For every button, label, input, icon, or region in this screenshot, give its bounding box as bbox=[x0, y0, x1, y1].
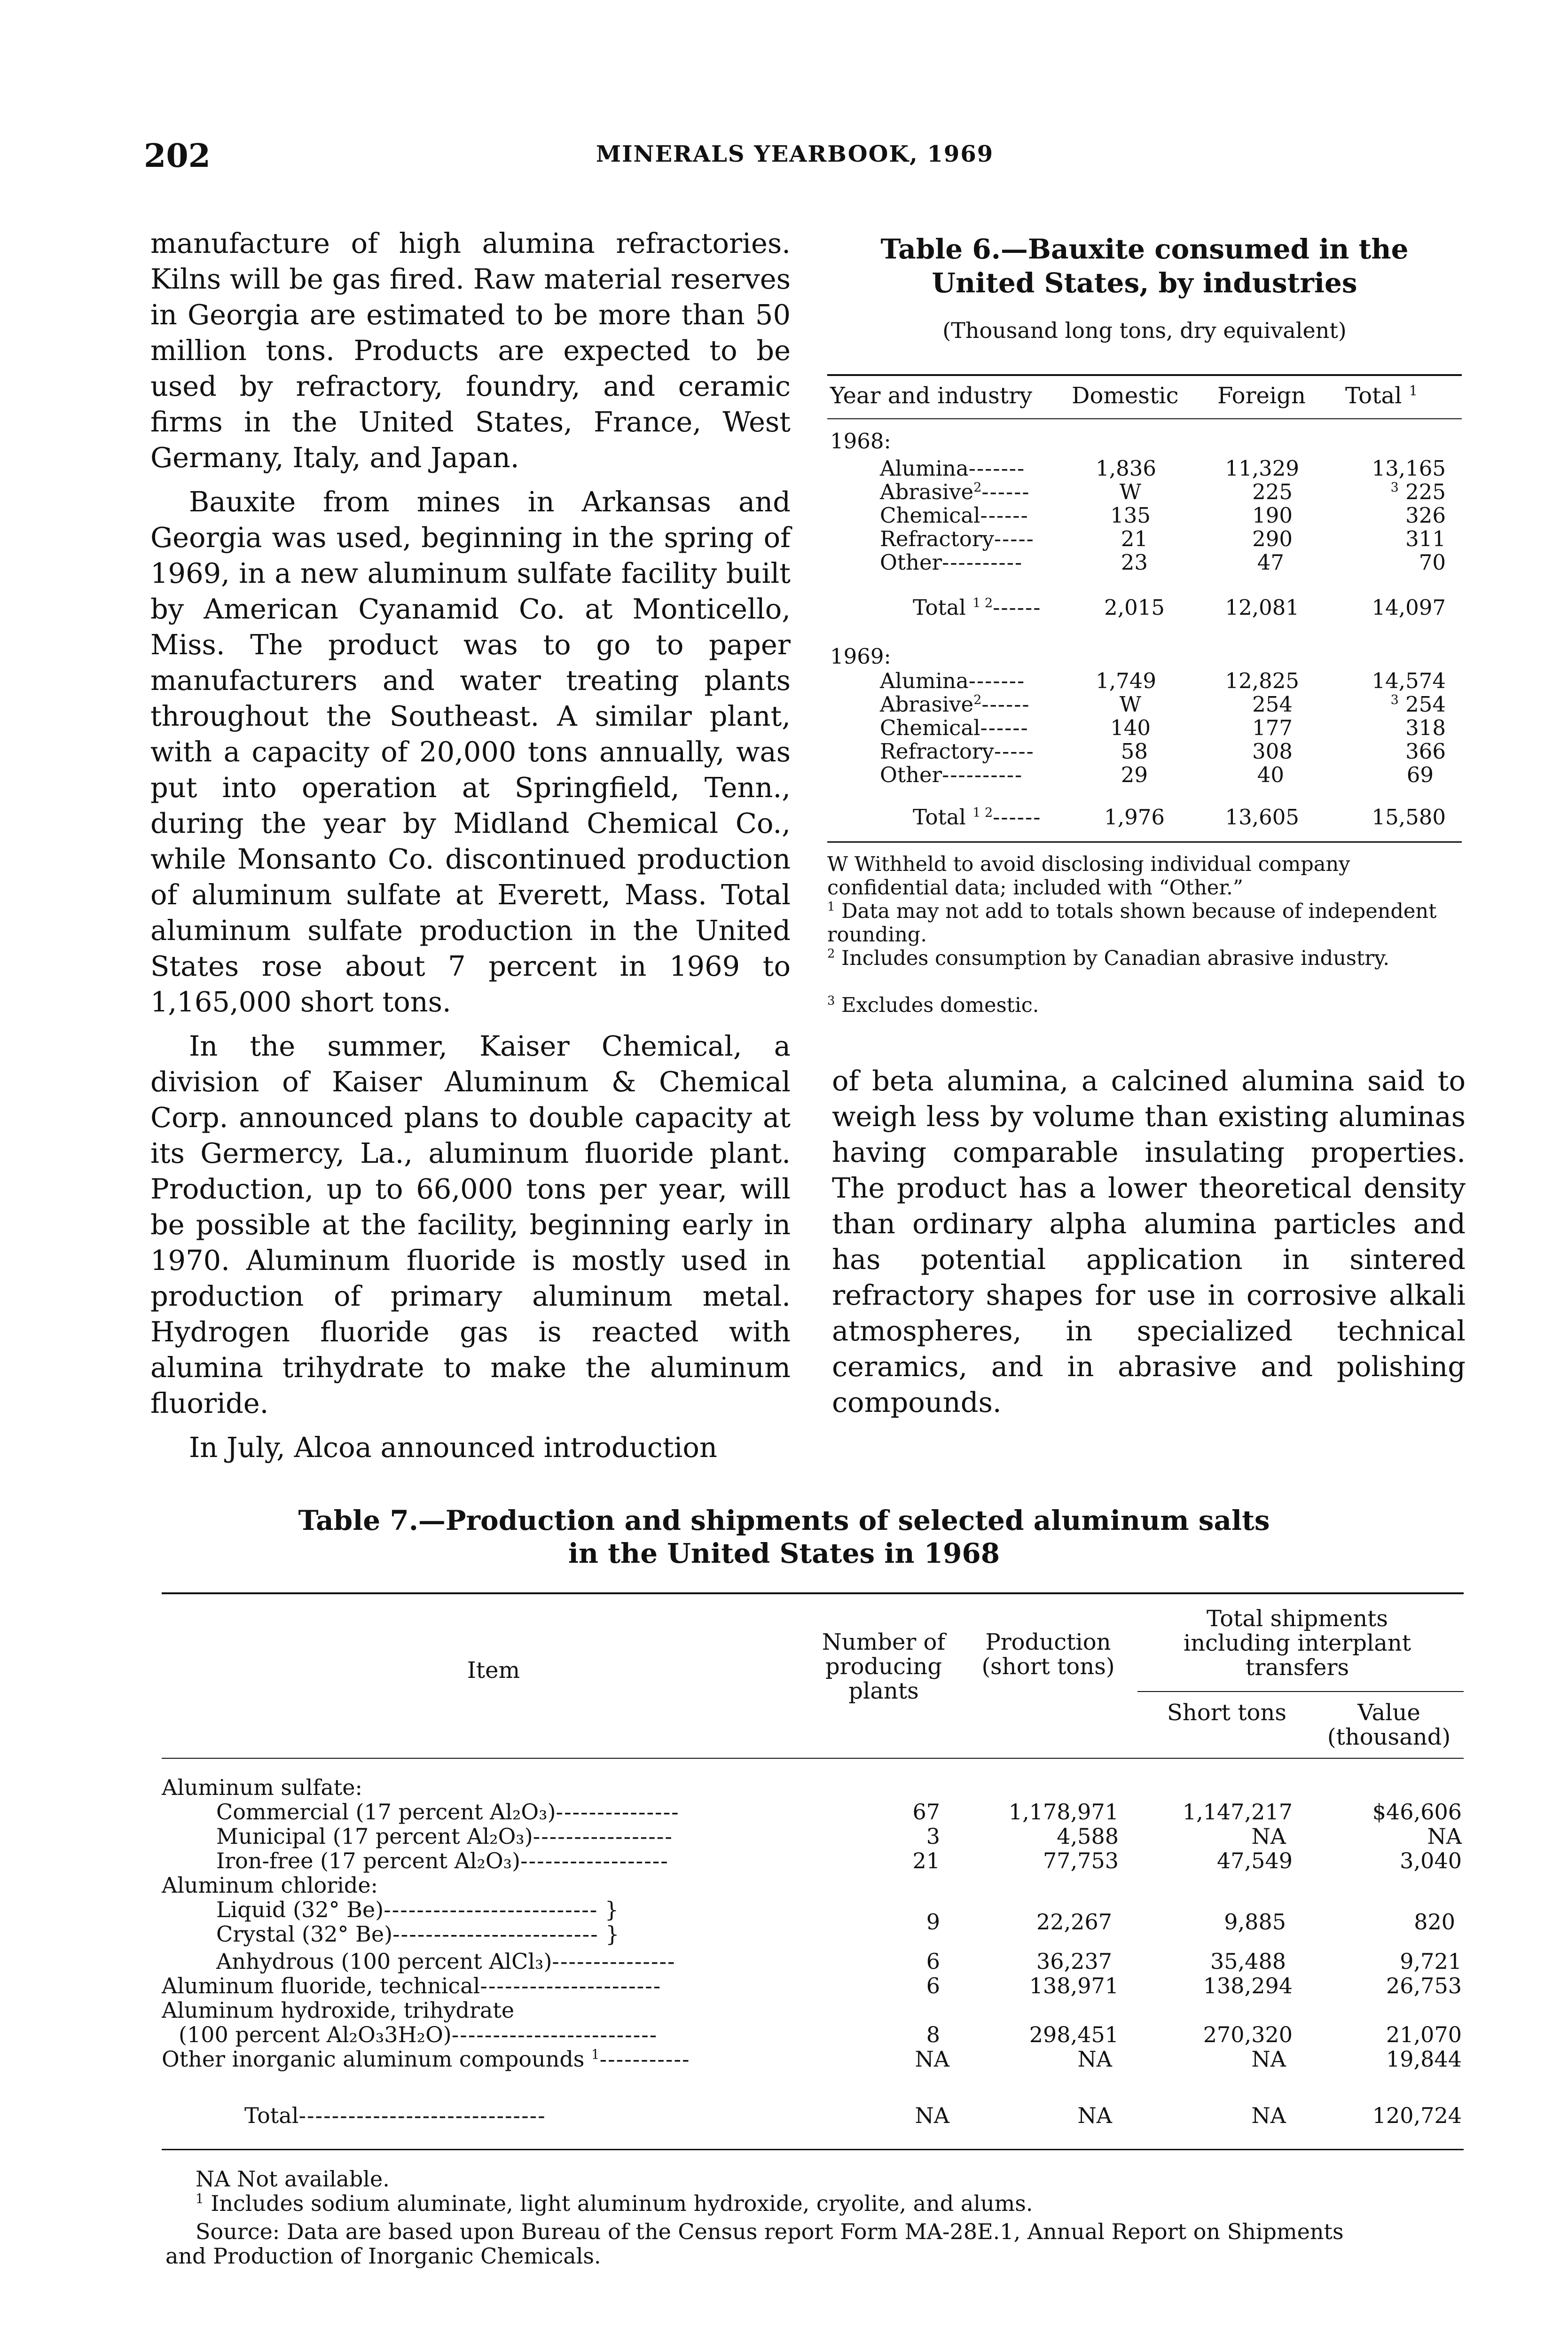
table-cell: 9 bbox=[926, 1909, 940, 1935]
table-cell: 190 bbox=[1252, 503, 1293, 528]
table-6-note-2: $^2$ Includes consumption by Canadian abrasive industry. bbox=[827, 947, 1390, 970]
table-cell: 1,976 bbox=[1104, 805, 1165, 830]
table-row-label: (100 percent Al₂O₃3H₂O)------------------------- bbox=[179, 2022, 658, 2047]
table-6-note-1: $^1$ Data may not add to totals shown because of independent rounding. bbox=[827, 900, 1437, 947]
table-6-year-1968: 1968: bbox=[830, 429, 891, 454]
table-6-title-line-1: Table 6.—Bauxite consumed in the bbox=[880, 233, 1409, 265]
table-cell: NA bbox=[1077, 2046, 1112, 2072]
table-row-label: Anhydrous (100 percent AlCl₃)--------------- bbox=[216, 1949, 676, 1974]
table-cell: 138,294 bbox=[1203, 1973, 1293, 1998]
table-row-label: Crystal (32° Be)------------------------- } bbox=[216, 1921, 619, 1947]
table-cell: NA bbox=[1427, 1824, 1462, 1849]
table-7-header-production: Production (short tons) bbox=[981, 1629, 1115, 1680]
table-6 bbox=[827, 232, 1462, 1017]
table-cell: NA bbox=[1251, 2046, 1286, 2072]
table-cell: 14,574 bbox=[1372, 668, 1446, 693]
table-row: Aluminum hydroxide, trihydrate bbox=[162, 1998, 515, 2023]
table-cell: 1,749 bbox=[1096, 668, 1156, 693]
table-7-shipments-rule bbox=[1137, 1691, 1464, 1692]
table-cell: 298,451 bbox=[1029, 2022, 1119, 2047]
table-cell: 19,844 bbox=[1386, 2046, 1462, 2072]
table-row-label: Chemical------ bbox=[880, 503, 1029, 528]
table-cell: 308 bbox=[1252, 739, 1293, 764]
table-7-header-shipments: Total shipments including interplant transfers bbox=[1183, 1606, 1411, 1681]
table-cell: 14,097 bbox=[1372, 595, 1446, 620]
table-7-footnote-na: NA Not available. bbox=[196, 2166, 390, 2192]
table-cell: 77,753 bbox=[1043, 1848, 1119, 1873]
table-cell: 21 bbox=[912, 1848, 940, 1873]
right-column bbox=[832, 1063, 1466, 1420]
paragraph-aluminum-sulfate: Bauxite from mines in Arkansas and Georgia was used, beginning in the spring of 1969, in a new aluminum sulfate facility built by American Cyanamid Co. at Monticello, Miss. The product was to go to paper manufacturers and water treating plants throughout the Southeast. A similar plant, with a capacity of 20,000 tons annually, was put into operation at Springfield, Tenn., during the year by Midland Chemical Co., while Monsanto Co. discontinued production of aluminum sulfate at Everett, Mass. Total aluminum sulfate production in the United States rose about 7 percent in 1969 to 1,165,000 short tons. bbox=[150, 486, 791, 1018]
table-6-header-total: Total $^1$ bbox=[1345, 383, 1418, 409]
table-cell: 254 bbox=[1252, 692, 1293, 717]
table-7-header-rule bbox=[162, 1758, 1464, 1759]
table-cell: 9,721 bbox=[1400, 1949, 1462, 1974]
table-7-title bbox=[0, 1504, 1568, 1570]
table-row: Aluminum chloride: bbox=[162, 1872, 378, 1898]
table-7-source-line-2: and Production of Inorganic Chemicals. bbox=[165, 2243, 601, 2269]
table-6-note-w: W Withheld to avoid disclosing individual company confidential data; included with “Other.” bbox=[827, 853, 1350, 900]
table-cell: 290 bbox=[1252, 526, 1293, 551]
table-cell: 1,178,971 bbox=[1008, 1799, 1119, 1825]
table-cell: 270,320 bbox=[1203, 2022, 1293, 2047]
paragraph-refractories: manufacture of high alumina refractories. Kilns will be gas fired. Raw material reserves in Georgia are estimated to be more than 50 million tons. Products are expected to be used by refractory, foundry, and ceramic firms in the United States, France, West Germany, Italy, and Japan. bbox=[150, 227, 791, 474]
table-cell: 67 bbox=[912, 1799, 940, 1825]
table-cell: 47,549 bbox=[1217, 1848, 1293, 1873]
table-row-label: Abrasive$^2$------ bbox=[880, 479, 1030, 504]
table-6-subtitle: (Thousand long tons, dry equivalent) bbox=[942, 318, 1347, 343]
table-cell: NA bbox=[915, 2103, 949, 2128]
table-row-label: Alumina------- bbox=[880, 456, 1026, 481]
table-cell: 3 bbox=[926, 1824, 940, 1849]
table-7-top-rule bbox=[162, 1592, 1464, 1594]
table-cell: W bbox=[1119, 692, 1141, 717]
table-6-header-domestic: Domestic bbox=[1072, 383, 1179, 409]
table-cell: W bbox=[1119, 479, 1141, 504]
table-row-label: Other---------- bbox=[880, 550, 1023, 575]
table-cell: 318 bbox=[1405, 715, 1446, 740]
table-cell: 58 bbox=[1121, 739, 1148, 764]
table-6-note-3: $^3$ Excludes domestic. bbox=[827, 994, 1039, 1017]
table-row-label: Abrasive$^2$------ bbox=[880, 692, 1030, 717]
table-cell: 36,237 bbox=[1036, 1949, 1112, 1974]
table-cell: 820 bbox=[1414, 1909, 1455, 1935]
table-6-header-rule bbox=[827, 418, 1462, 419]
table-cell: 225 bbox=[1252, 479, 1293, 504]
table-cell: NA bbox=[1251, 1824, 1286, 1849]
table-cell: 326 bbox=[1405, 503, 1446, 528]
table-cell: NA bbox=[1251, 2103, 1286, 2128]
table-cell: NA bbox=[1077, 2103, 1112, 2128]
table-cell: 13,605 bbox=[1225, 805, 1299, 830]
table-cell: 135 bbox=[1110, 503, 1151, 528]
table-cell: 29 bbox=[1121, 762, 1148, 787]
table-cell: 120,724 bbox=[1372, 2103, 1462, 2128]
table-row-label: Other---------- bbox=[880, 762, 1023, 787]
table-6-header-foreign: Foreign bbox=[1217, 383, 1306, 409]
paragraph-beta-alumina: of beta alumina, a calcined alumina said to weigh less by volume than existing aluminas having comparable insulating properties. The product has a lower theoretical density than ordinary alpha alumina particles and has potential application in sintered refractory shapes for use in corrosive alkali atmospheres, in specialized technical ceramics, and in abrasive and polishing compounds. bbox=[832, 1065, 1466, 1418]
page-number: 202 bbox=[144, 137, 211, 175]
table-cell: $^3$ 225 bbox=[1390, 479, 1446, 504]
table-cell: 311 bbox=[1405, 526, 1446, 551]
table-cell: 70 bbox=[1419, 550, 1446, 575]
table-cell: NA bbox=[915, 2046, 949, 2072]
running-title: MINERALS YEARBOOK, 1969 bbox=[596, 141, 994, 167]
table-6-bottom-rule bbox=[827, 841, 1462, 843]
paragraph-alcoa: In July, Alcoa announced introduction bbox=[189, 1431, 717, 1464]
table-cell: $^3$ 254 bbox=[1390, 692, 1446, 717]
table-cell: 140 bbox=[1110, 715, 1151, 740]
table-row-label: Liquid (32° Be)-------------------------- } bbox=[216, 1897, 619, 1922]
table-row-label: Aluminum fluoride, technical---------------------- bbox=[162, 1973, 662, 1998]
table-cell: 35,488 bbox=[1210, 1949, 1286, 1974]
table-cell: 22,267 bbox=[1036, 1909, 1112, 1935]
paragraph-aluminum-fluoride: In the summer, Kaiser Chemical, a division of Kaiser Aluminum & Chemical Corp. announced plans to double capacity at its Germercy, La., aluminum fluoride plant. Production, up to 66,000 tons per year, will be possible at the facility, beginning early in 1970. Aluminum fluoride is mostly used in production of primary aluminum metal. Hydrogen fluoride gas is reacted with alumina trihydrate to make the aluminum fluoride. bbox=[150, 1030, 791, 1419]
table-row: Aluminum sulfate: bbox=[162, 1775, 362, 1800]
table-cell: 12,081 bbox=[1225, 595, 1299, 620]
table-cell: 69 bbox=[1406, 762, 1434, 787]
table-7-header-value: Value (thousand) bbox=[1327, 1700, 1451, 1750]
table-7-title-line-2: in the United States in 1968 bbox=[568, 1537, 1000, 1569]
table-cell: 21,070 bbox=[1386, 2022, 1462, 2047]
table-7-header-plants: Number of producing plants bbox=[822, 1629, 946, 1704]
table-cell: 6 bbox=[926, 1973, 940, 1998]
table-7-source-line-1: Source: Data are based upon Bureau of the Census report Form MA-28E.1, Annual Report on Shipments bbox=[196, 2219, 1344, 2244]
table-cell: 12,825 bbox=[1225, 668, 1299, 693]
table-row-label: Iron-free (17 percent Al₂O₃)------------------ bbox=[216, 1848, 669, 1873]
table-cell: 9,885 bbox=[1224, 1909, 1286, 1935]
table-cell: 13,165 bbox=[1372, 456, 1446, 481]
table-cell: 177 bbox=[1252, 715, 1293, 740]
table-row-label: Chemical------ bbox=[880, 715, 1029, 740]
table-row-label: Other inorganic aluminum compounds $^1$----------- bbox=[162, 2046, 690, 2072]
table-cell: 1,147,217 bbox=[1182, 1799, 1293, 1825]
table-row-label: Alumina------- bbox=[880, 668, 1026, 693]
table-cell: 21 bbox=[1121, 526, 1148, 551]
table-cell: 6 bbox=[926, 1949, 940, 1974]
table-cell: 11,329 bbox=[1225, 456, 1299, 481]
table-cell: 138,971 bbox=[1029, 1973, 1119, 1998]
table-cell: 40 bbox=[1257, 762, 1284, 787]
table-row-label: Commercial (17 percent Al₂O₃)--------------- bbox=[216, 1799, 680, 1825]
table-cell: 3,040 bbox=[1400, 1848, 1462, 1873]
table-cell: 2,015 bbox=[1104, 595, 1165, 620]
table-7-bottom-rule bbox=[162, 2149, 1464, 2150]
table-cell: 1,836 bbox=[1096, 456, 1156, 481]
table-cell: 26,753 bbox=[1386, 1973, 1462, 1998]
table-6-total-1969-label: Total $^{1 2}$------ bbox=[913, 805, 1042, 830]
table-7-title-line-1: Table 7.—Production and shipments of selected aluminum salts bbox=[298, 1504, 1270, 1536]
table-7-header-item: Item bbox=[467, 1657, 520, 1684]
table-cell: 47 bbox=[1257, 550, 1284, 575]
table-cell: 15,580 bbox=[1372, 805, 1446, 830]
table-cell: 366 bbox=[1405, 739, 1446, 764]
table-6-total-1968-label: Total $^{1 2}$------ bbox=[913, 595, 1042, 620]
table-cell: 23 bbox=[1121, 550, 1148, 575]
table-row-label: Municipal (17 percent Al₂O₃)----------------- bbox=[216, 1824, 673, 1849]
left-column bbox=[150, 226, 791, 1465]
table-6-year-1969: 1969: bbox=[830, 644, 891, 669]
table-cell: 4,588 bbox=[1057, 1824, 1119, 1849]
table-row-label: Refractory----- bbox=[880, 739, 1035, 764]
table-row-label: Refractory----- bbox=[880, 526, 1035, 551]
table-7-total-label: Total------------------------------ bbox=[244, 2103, 546, 2128]
table-7-footnote-1: $^1$ Includes sodium aluminate, light aluminum hydroxide, cryolite, and alums. bbox=[196, 2191, 1033, 2216]
table-6-top-rule bbox=[827, 374, 1462, 376]
table-6-header-item: Year and industry bbox=[830, 383, 1033, 409]
table-6-title-line-2: United States, by industries bbox=[932, 267, 1357, 299]
table-cell: $46,606 bbox=[1372, 1799, 1462, 1825]
table-7-header-short-tons: Short tons bbox=[1167, 1700, 1286, 1726]
table-cell: 8 bbox=[926, 2022, 940, 2047]
